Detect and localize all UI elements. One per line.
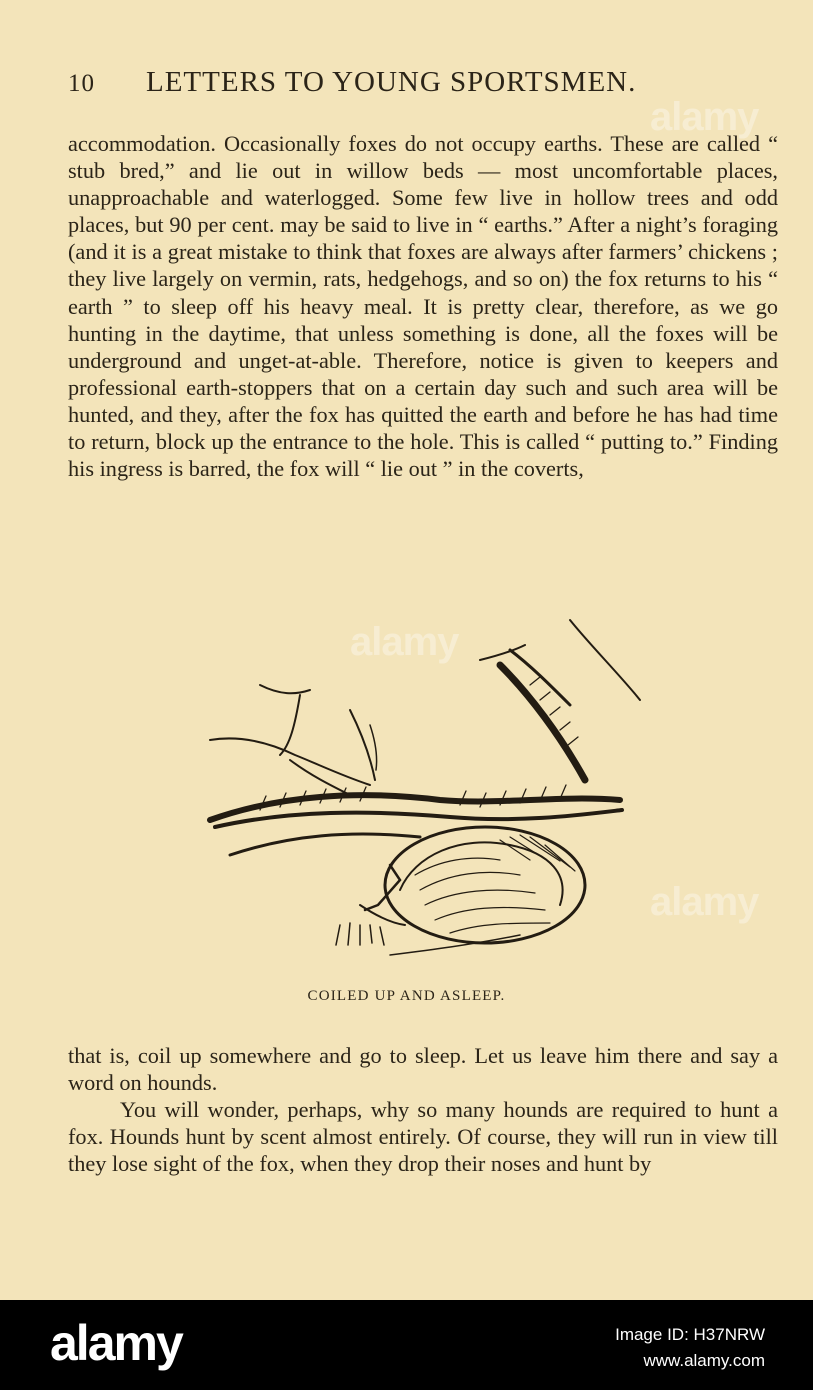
running-title: LETTERS TO YOUNG SPORTSMEN. (146, 66, 637, 98)
stock-footer (0, 1300, 813, 1390)
body-paragraph-2: that is, coil up somewhere and go to sleep. Let us leave him there and say a word on hounds. (68, 1043, 778, 1096)
watermark: alamy (350, 620, 459, 664)
body-paragraph-3: You will wonder, perhaps, why so many hounds are required to hunt a fox. Hounds hunt by scent almost entirely. Of course, they will run in view till they lose sight of the fox, when they drop their noses and hunt by (68, 1097, 778, 1177)
body-paragraph-1: accommodation. Occasionally foxes do not occupy earths. These are called “ stub bred,” and lie out in willow beds — most uncomfortable places, unapproachable and waterlogged. Some few live in hollow trees and odd places, but 90 per cent. may be said to live in “ earths.” After a night’s foraging (and it is a great mistake to think that foxes are always after farmers’ chickens ; they live largely on vermin, rats, hedgehogs, and so on) the fox returns to his “ earth ” to sleep off his heavy meal. It is pretty clear, therefore, as we go hunting in the daytime, that unless something is done, all the foxes will be underground and unget-at-able. Therefore, notice is given to keepers and professional earth-stoppers that on a certain day such and such area will be hunted, and they, after the fox has quitted the earth and before he has had time to return, block up the entrance to the hole. This is called “ putting to.” Finding his ingress is barred, the fox will “ lie out ” in the coverts, (68, 131, 778, 482)
alamy-logo: alamy (50, 1315, 182, 1371)
site-url: www.alamy.com (643, 1351, 765, 1370)
watermark: alamy (650, 95, 759, 139)
image-info (615, 1322, 765, 1374)
image-id: Image ID: H37NRW (615, 1325, 765, 1344)
watermark: alamy (650, 880, 759, 924)
figure-caption: COILED UP AND ASLEEP. (307, 988, 506, 1004)
page-number: 10 (68, 70, 95, 97)
